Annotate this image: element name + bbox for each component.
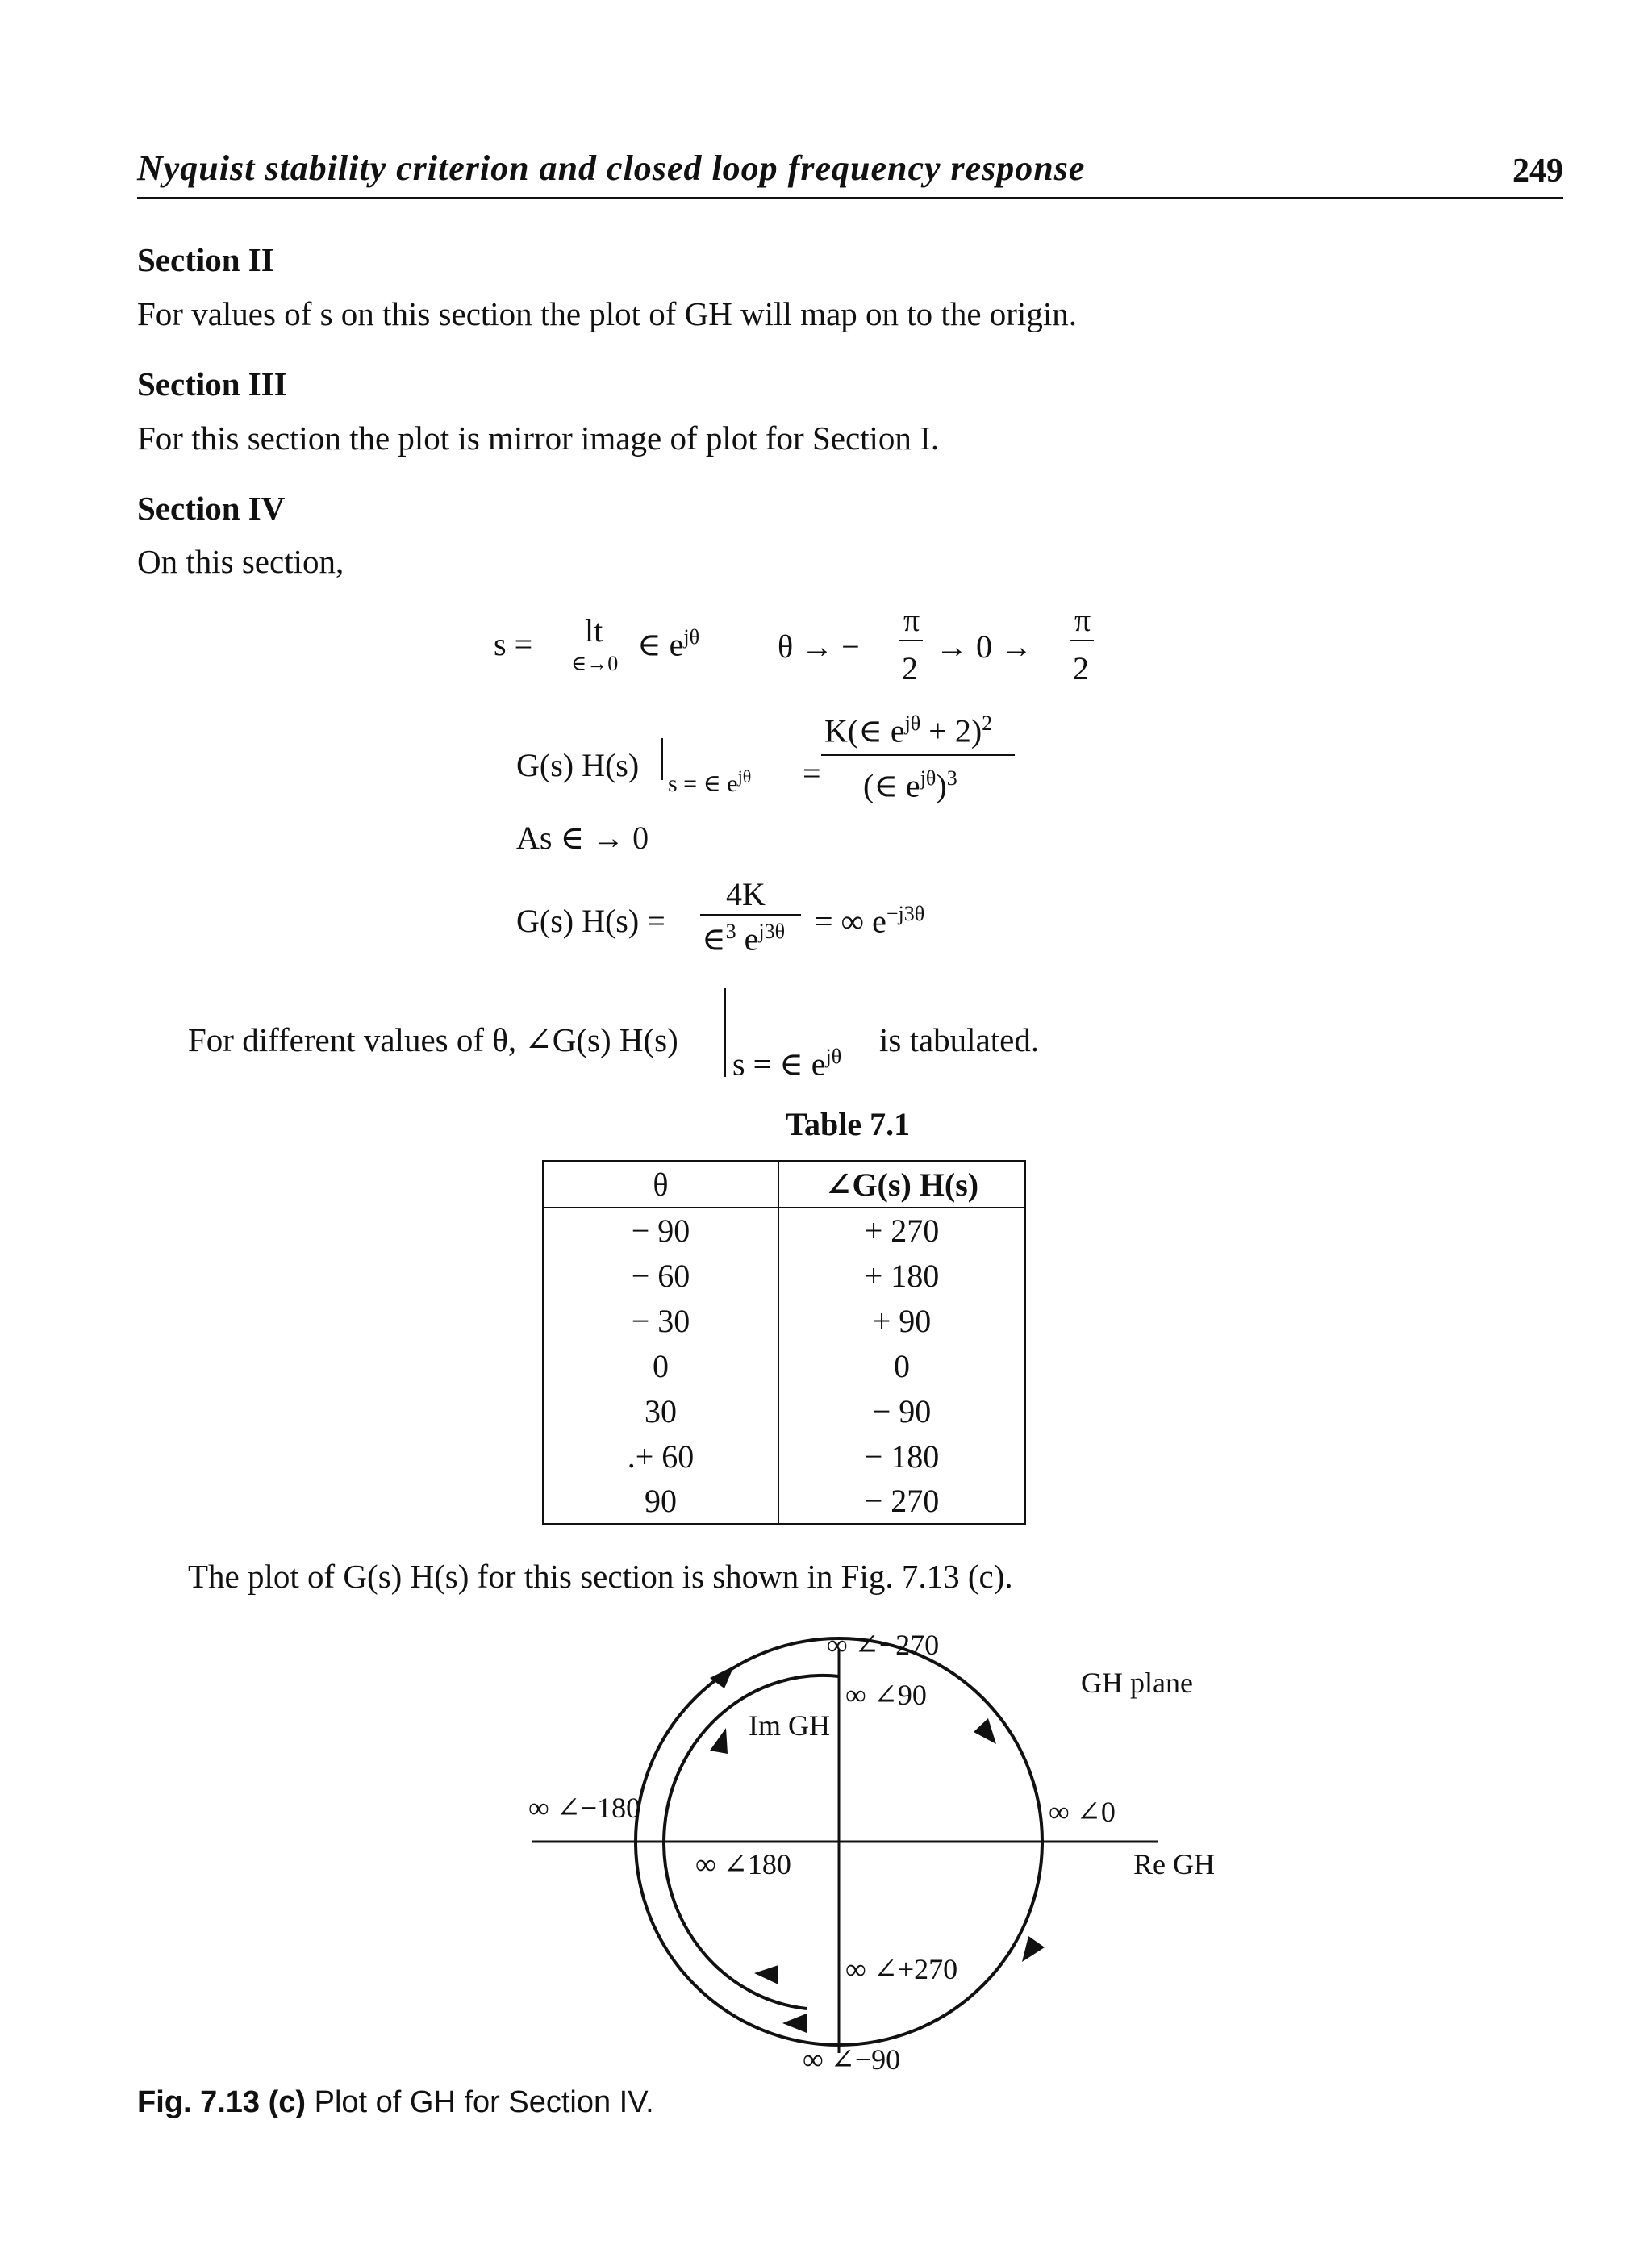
arrow-inner-left <box>710 1728 728 1754</box>
arrow-top-left <box>710 1666 734 1688</box>
table-row: .+ 60 − 180 <box>543 1433 1025 1479</box>
eq-as-eps: As ∈ → 0 <box>516 820 649 856</box>
eq-gh-eval: s = ∈ $e^{j\theta}$ <box>668 766 752 797</box>
section-4-text: On this section, <box>137 543 344 580</box>
tabulate-text-before: For different values of θ, ∠G(s) H(s) <box>188 1021 678 1058</box>
label-left: ∞ ∠−180 <box>528 1792 641 1824</box>
eq-two-2: 2 <box>1073 650 1089 686</box>
arrow-inner-bottom <box>754 1965 778 1984</box>
page-number: 249 <box>1512 152 1563 190</box>
label-top: ∞ ∠−270 <box>827 1629 940 1661</box>
label-im-axis: Im GH <box>749 1709 830 1742</box>
table-row: − 90 + 270 <box>543 1208 1025 1253</box>
eq-pi-2: π <box>1074 602 1091 638</box>
section-2-text: For values of s on this section the plot of GH will map on to the origin. <box>137 295 1077 332</box>
label-inner-top: ∞ ∠90 <box>845 1679 927 1711</box>
eq-s-rhs: ∈ $e^{j\theta}$ <box>637 625 700 663</box>
section-3-text: For this section the plot is mirror image of plot for Section I. <box>137 419 940 457</box>
eq-s-lhs: s = <box>494 626 533 662</box>
tabulate-text-after: is tabulated. <box>879 1021 1040 1058</box>
table-row: 30 − 90 <box>543 1388 1025 1433</box>
eq-gh2-num: 4K <box>726 876 766 912</box>
eq-theta-seq: θ → − <box>778 628 860 665</box>
eq-gh-den: (∈ $e^{j\theta})^3$ <box>863 766 957 804</box>
table-title: Table 7.1 <box>786 1106 911 1142</box>
table-header-angle: ∠G(s) H(s) <box>824 1166 979 1203</box>
eq-pi-1: π <box>903 602 920 638</box>
label-plane: GH plane <box>1081 1667 1193 1699</box>
eq-gh-eq: = <box>803 755 821 791</box>
plot-text: The plot of G(s) H(s) for this section is shown in Fig. 7.13 (c). <box>188 1558 1013 1595</box>
eq-gh2-rhs: = ∞ $e^{-j3\theta}$ <box>815 902 925 940</box>
section-3-heading: Section III <box>137 365 287 403</box>
section-2-heading: Section II <box>137 241 274 278</box>
eq-gh-lhs: G(s) H(s) <box>516 747 640 783</box>
table-row: 90 − 270 <box>543 1479 1025 1524</box>
eq-arrow-zero: → 0 → <box>936 628 1032 665</box>
label-inner-bottom: ∞ ∠+270 <box>845 1953 958 1985</box>
arrow-top-right <box>974 1718 996 1744</box>
label-bottom: ∞ ∠−90 <box>803 2043 901 2076</box>
eq-two-1: 2 <box>902 650 918 686</box>
eq-gh2-lhs: G(s) H(s) = <box>516 903 665 939</box>
label-re-axis: Re GH <box>1133 1848 1215 1880</box>
label-inner-left: ∞ ∠180 <box>695 1848 791 1880</box>
arrow-bottom-right <box>1022 1936 1045 1962</box>
arrow-bottom <box>782 2014 807 2033</box>
eq-gh2-den: ∈$^3$ $e^{j3\theta}$ <box>702 920 786 958</box>
table-row: 0 0 <box>543 1343 1025 1388</box>
eq-s-lt: lt <box>585 612 603 649</box>
table-row: − 60 + 180 <box>543 1253 1025 1298</box>
running-header-title: Nyquist stability criterion and closed loop frequency response <box>137 148 1086 188</box>
section-4-heading: Section IV <box>137 490 286 527</box>
table-header-theta: θ <box>543 1161 778 1208</box>
tabulate-eval: s = ∈ $e^{j\theta}$ <box>732 1045 842 1083</box>
figure-caption: Fig. 7.13 (c) Plot of GH for Section IV. <box>137 2085 654 2119</box>
eq-gh-num: K(∈ $e^{j\theta} + 2)^2$ <box>824 712 993 749</box>
eq-s-lt-sub: ∈→0 <box>571 652 619 675</box>
label-right: ∞ ∠0 <box>1049 1796 1116 1828</box>
table-row: − 30 + 90 <box>543 1298 1025 1343</box>
